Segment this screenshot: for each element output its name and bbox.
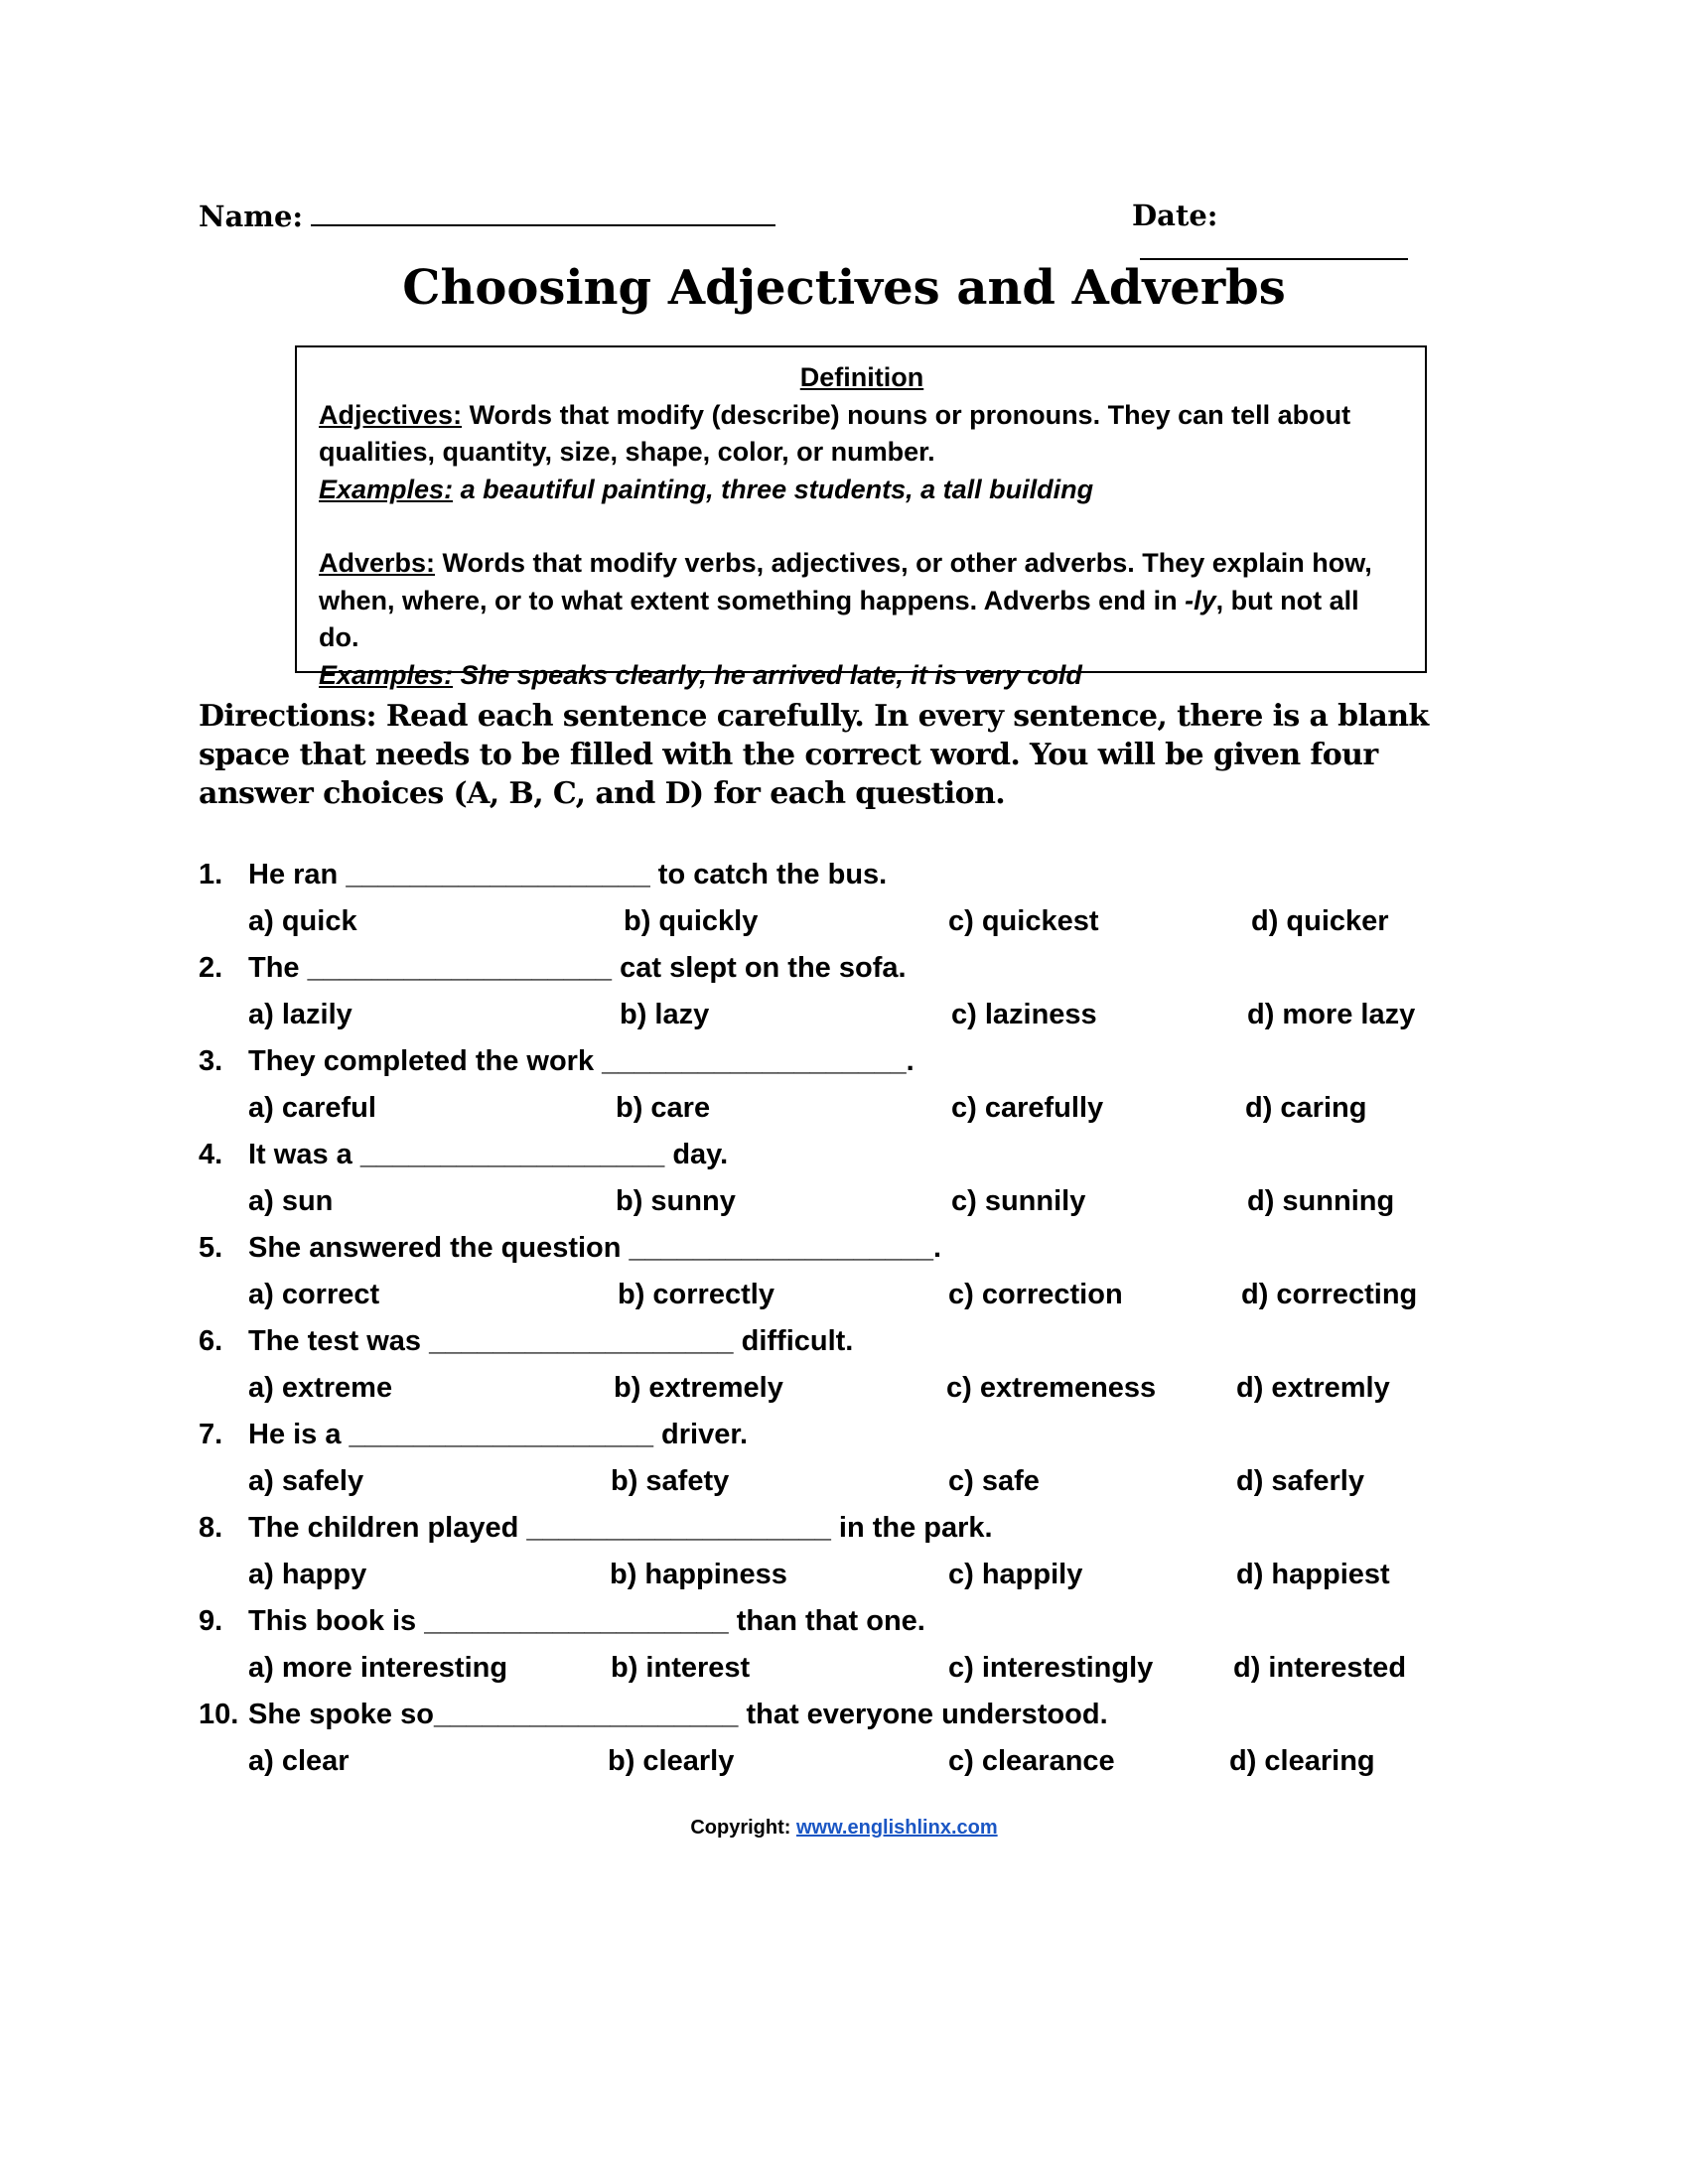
choice-c: c) sunnily: [951, 1185, 1086, 1217]
adverbs-examples-line: [319, 657, 1405, 695]
definition-heading: Definition: [799, 362, 924, 392]
answer-choices-10: [199, 1738, 1489, 1785]
question-list: [199, 852, 1489, 1785]
choice-b: b) extremely: [614, 1372, 783, 1404]
choice-b: b) care: [616, 1092, 711, 1124]
name-label: Name:: [199, 200, 304, 233]
choice-c: c) quickest: [948, 905, 1099, 937]
copyright-footer: [0, 1817, 1688, 1840]
adverbs-term: Adverbs:: [319, 548, 436, 578]
choice-a: a) quick: [248, 905, 357, 937]
adjectives-examples: a beautiful painting, three students, a tall building: [453, 474, 1094, 504]
question-text: This book is ___________________ than that one.: [248, 1605, 925, 1637]
choice-d: d) correcting: [1241, 1279, 1418, 1310]
choice-b: b) clearly: [608, 1745, 735, 1777]
date-blank: [1140, 232, 1408, 260]
adjectives-line-1: [319, 397, 1405, 435]
choice-d: d) caring: [1245, 1092, 1367, 1124]
choice-b: b) happiness: [610, 1559, 787, 1590]
question-number: 5.: [199, 1232, 223, 1264]
choice-c: c) extremeness: [946, 1372, 1157, 1404]
choice-d: d) happiest: [1236, 1559, 1390, 1590]
choice-b: b) interest: [611, 1652, 751, 1684]
definition-box: [295, 345, 1427, 690]
name-field: [199, 199, 775, 233]
copyright-link[interactable]: www.englishlinx.com: [796, 1817, 998, 1839]
question-text: They completed the work ___________________.: [248, 1045, 914, 1077]
question-text: He ran ___________________ to catch the bus.: [248, 859, 888, 890]
choice-a: a) extreme: [248, 1372, 393, 1404]
adverbs-examples: She speaks clearly, he arrived late, it is very cold: [453, 659, 1082, 690]
date-label: Date:: [1132, 199, 1218, 232]
adjectives-term: Adjectives:: [319, 399, 463, 430]
question-8: [199, 1505, 1489, 1552]
copyright-label: Copyright:: [690, 1817, 796, 1839]
question-number: 3.: [199, 1045, 223, 1077]
examples-label: Examples:: [319, 659, 454, 690]
examples-label: Examples:: [319, 474, 454, 504]
question-number: 2.: [199, 952, 223, 984]
question-number: 10.: [199, 1699, 239, 1730]
choice-b: b) correctly: [618, 1279, 774, 1310]
question-6: [199, 1318, 1489, 1365]
question-9: [199, 1598, 1489, 1645]
adjectives-text-2: qualities, quantity, size, shape, color, or number.: [319, 437, 935, 467]
choice-a: a) correct: [248, 1279, 380, 1310]
question-text: The test was ___________________ difficult.: [248, 1325, 854, 1357]
choice-c: c) interestingly: [948, 1652, 1154, 1684]
choice-c: c) clearance: [948, 1745, 1115, 1777]
question-5: [199, 1225, 1489, 1272]
question-number: 6.: [199, 1325, 223, 1357]
answer-choices-2: [199, 992, 1489, 1038]
adjectives-examples-line: [319, 472, 1405, 509]
adverbs-text-2c: , but not all do.: [319, 585, 1359, 652]
definition-spacer: [319, 508, 1405, 545]
choice-a: a) careful: [248, 1092, 376, 1124]
answer-choices-1: [199, 898, 1489, 945]
adverbs-text-2a: when, where, or to what extent something happens. Adverbs end in: [319, 585, 1186, 615]
question-1: [199, 852, 1489, 898]
choice-d: d) saferly: [1236, 1465, 1364, 1497]
question-2: [199, 945, 1489, 992]
choice-b: b) safety: [611, 1465, 730, 1497]
answer-choices-8: [199, 1552, 1489, 1598]
choice-b: b) quickly: [624, 905, 759, 937]
date-field: [1132, 199, 1484, 267]
choice-c: c) correction: [948, 1279, 1123, 1310]
directions-text: Directions: Read each sentence carefully. In every sentence, there is a blank space that needs to be filled with the correct word. You will be given four answer choices (A, B, C, and D) for each question.: [199, 699, 1429, 811]
question-number: 7.: [199, 1419, 223, 1450]
adverbs-line-2: [319, 583, 1405, 657]
question-10: [199, 1692, 1489, 1738]
question-7: [199, 1412, 1489, 1458]
choice-a: a) more interesting: [248, 1652, 508, 1684]
choice-d: d) sunning: [1247, 1185, 1395, 1217]
answer-choices-6: [199, 1365, 1489, 1412]
question-text: She spoke so___________________ that everyone understood.: [248, 1699, 1108, 1730]
choice-a: a) lazily: [248, 999, 352, 1030]
choice-a: a) safely: [248, 1465, 364, 1497]
adverbs-text-1: Words that modify verbs, adjectives, or other adverbs. They explain how,: [435, 548, 1372, 578]
answer-choices-9: [199, 1645, 1489, 1692]
choice-c: c) carefully: [951, 1092, 1104, 1124]
question-number: 4.: [199, 1139, 223, 1170]
question-number: 8.: [199, 1512, 223, 1544]
choice-c: c) happily: [948, 1559, 1083, 1590]
question-number: 9.: [199, 1605, 223, 1637]
answer-choices-4: [199, 1178, 1489, 1225]
choice-d: d) quicker: [1251, 905, 1389, 937]
choice-d: d) extremly: [1236, 1372, 1390, 1404]
choice-c: c) laziness: [951, 999, 1097, 1030]
answer-choices-5: [199, 1272, 1489, 1318]
question-text: The ___________________ cat slept on the sofa.: [248, 952, 907, 984]
choice-a: a) happy: [248, 1559, 367, 1590]
choice-d: d) clearing: [1229, 1745, 1375, 1777]
choice-a: a) clear: [248, 1745, 350, 1777]
question-4: [199, 1132, 1489, 1178]
question-text: He is a ___________________ driver.: [248, 1419, 749, 1450]
choice-d: d) interested: [1233, 1652, 1407, 1684]
question-text: The children played ___________________ in the park.: [248, 1512, 993, 1544]
choice-b: b) lazy: [620, 999, 710, 1030]
page-title: Choosing Adjectives and Adverbs: [402, 260, 1286, 316]
choice-a: a) sun: [248, 1185, 334, 1217]
question-3: [199, 1038, 1489, 1085]
choice-c: c) safe: [948, 1465, 1040, 1497]
answer-choices-3: [199, 1085, 1489, 1132]
adverbs-suffix: -ly: [1185, 585, 1216, 615]
question-text: It was a ___________________ day.: [248, 1139, 729, 1170]
choice-d: d) more lazy: [1247, 999, 1416, 1030]
question-text: She answered the question ___________________.: [248, 1232, 942, 1264]
choice-b: b) sunny: [616, 1185, 736, 1217]
answer-choices-7: [199, 1458, 1489, 1505]
adjectives-text-1: Words that modify (describe) nouns or pronouns. They can tell about: [462, 399, 1351, 430]
question-number: 1.: [199, 859, 223, 890]
name-blank: [311, 199, 775, 226]
adverbs-line-1: [319, 545, 1405, 583]
